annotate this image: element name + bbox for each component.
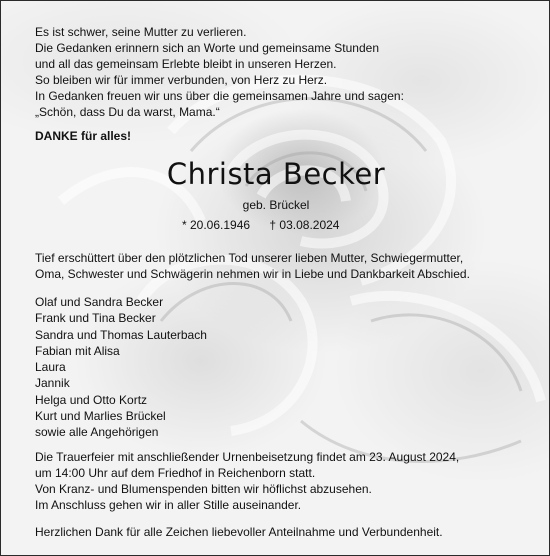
intro-poem xyxy=(35,25,531,120)
funeral-line: Im Anschluss gehen wir in aller Stille auseinander. xyxy=(35,497,302,512)
family-member: Kurt und Marlies Brückel xyxy=(35,409,166,424)
announcement-line: Oma, Schwester und Schwägerin nehmen wir in Liebe und Dankbarkeit Abschied. xyxy=(35,266,470,281)
intro-line: „Schön, dass Du da warst, Mama.“ xyxy=(35,104,220,119)
intro-line: Es ist schwer, seine Mutter zu verlieren. xyxy=(35,25,247,39)
birth-name: geb. Brückel xyxy=(242,198,310,212)
life-dates xyxy=(182,218,339,232)
family-member: Jannik xyxy=(35,376,70,391)
family-member: Helga und Otto Kortz xyxy=(35,392,148,407)
deceased-name: Christa Becker xyxy=(166,157,386,191)
main-announcement xyxy=(35,251,531,283)
family-member: Olaf und Sandra Becker xyxy=(35,295,164,309)
intro-line: und all das gemeinsam Erlebte bleibt in unseren Herzen. xyxy=(35,56,337,71)
funeral-details xyxy=(35,450,531,514)
family-list xyxy=(35,294,531,441)
announcement-line: Tief erschüttert über den plötzlichen Tod unserer lieben Mutter, Schwiegermutter, xyxy=(35,251,464,265)
family-member: Fabian mit Alisa xyxy=(35,343,120,358)
thanks-all-heading: DANKE für alles! xyxy=(35,129,132,143)
death-date: † 03.08.2024 xyxy=(269,218,340,232)
family-member: Frank und Tina Becker xyxy=(35,311,156,326)
birth-date: * 20.06.1946 xyxy=(182,218,251,232)
final-thanks: Herzlichen Dank für alle Zeichen liebevoller Anteilnahme und Verbundenheit. xyxy=(35,525,443,539)
funeral-line: Die Trauerfeier mit anschließender Urnenbeisetzung findet am 23. August 2024, xyxy=(35,450,460,464)
intro-line: In Gedanken freuen wir uns über die gemeinsamen Jahre und sagen: xyxy=(35,88,404,103)
intro-line: So bleiben wir für immer verbunden, von Herz zu Herz. xyxy=(35,72,328,87)
funeral-line: Von Kranz- und Blumenspenden bitten wir höflichst abzusehen. xyxy=(35,481,372,496)
family-member: Sandra und Thomas Lauterbach xyxy=(35,327,207,342)
family-member: Laura xyxy=(35,360,66,375)
funeral-line: um 14:00 Uhr auf dem Friedhof in Reichenborn statt. xyxy=(35,465,316,480)
intro-line: Die Gedanken erinnern sich an Worte und gemeinsame Stunden xyxy=(35,40,379,55)
family-member: sowie alle Angehörigen xyxy=(35,425,159,440)
